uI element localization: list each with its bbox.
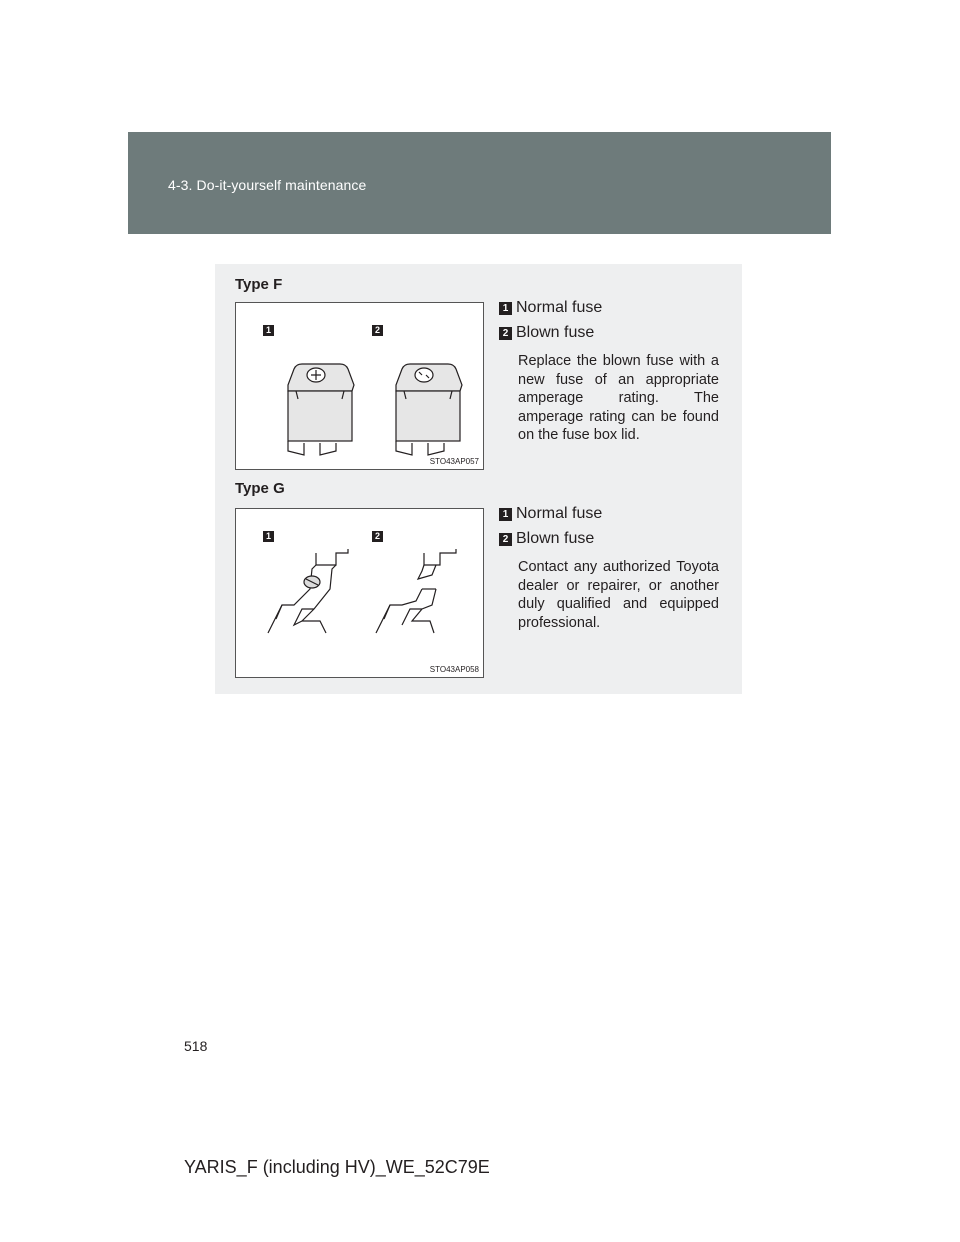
fuse-types-panel: [215, 264, 742, 694]
figure-callout-2: 2: [372, 325, 383, 336]
figure-callout-2: 2: [372, 531, 383, 542]
blown-fuse-g-drawing: [376, 549, 456, 633]
legend-label: Normal fuse: [516, 299, 603, 316]
type-f-figure: [235, 302, 484, 470]
legend-label: Blown fuse: [516, 324, 595, 341]
legend-label: Blown fuse: [516, 530, 595, 547]
legend-item-blown-fuse: [499, 324, 594, 342]
type-g-title: Type G: [235, 480, 285, 497]
figure-callout-1: 1: [263, 531, 274, 542]
type-f-description: Replace the blown fuse with a new fuse of an appropriate amperage rating. The amperage rating can be found on the fuse box lid.: [518, 353, 719, 444]
legend-label: Normal fuse: [516, 505, 603, 522]
normal-fuse-g-drawing: [268, 549, 348, 633]
figure-code: STO43AP058: [429, 665, 479, 674]
type-f-fuse-illustration: [236, 303, 483, 469]
legend-item-normal-fuse: [499, 505, 602, 523]
section-title: 4-3. Do-it-yourself maintenance: [168, 177, 367, 193]
type-g-description: Contact any authorized Toyota dealer or repairer, or another duly qualified and equipped professional.: [518, 559, 719, 631]
section-header: [128, 132, 831, 234]
type-g-fuse-illustration: [236, 509, 483, 677]
figure-callout-1: 1: [263, 325, 274, 336]
legend-number: 1: [499, 302, 512, 315]
legend-number: 2: [499, 327, 512, 340]
type-g-figure: [235, 508, 484, 678]
blown-fuse-f-drawing: [396, 364, 462, 455]
legend-number: 1: [499, 508, 512, 521]
legend-number: 2: [499, 533, 512, 546]
legend-item-normal-fuse: [499, 299, 602, 317]
type-f-title: Type F: [235, 276, 283, 293]
figure-code: STO43AP057: [429, 457, 479, 466]
page-number: 518: [184, 1038, 208, 1054]
legend-item-blown-fuse: [499, 530, 594, 548]
document-footer: YARIS_F (including HV)_WE_52C79E: [184, 1157, 490, 1177]
normal-fuse-f-drawing: [288, 364, 354, 455]
